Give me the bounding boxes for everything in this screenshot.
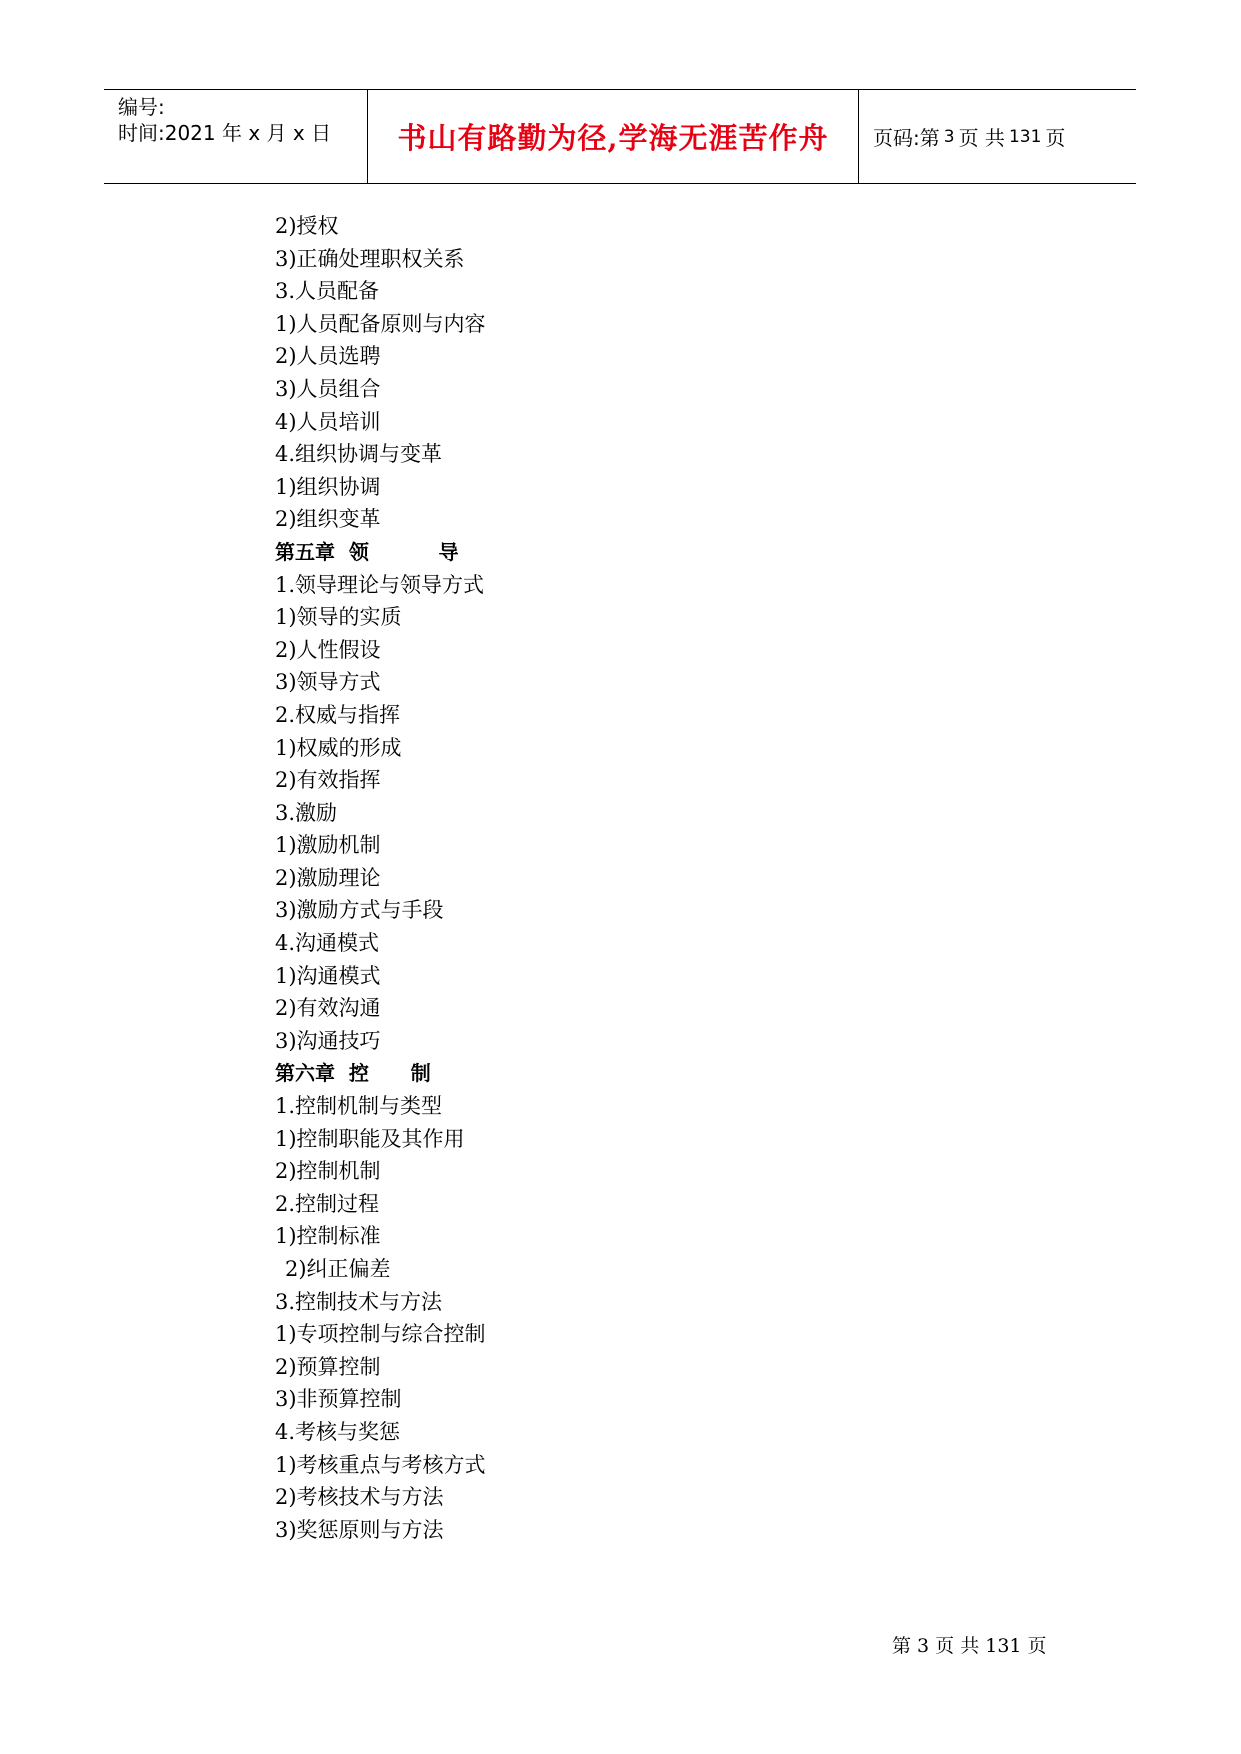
outline-item: 2.控制过程	[275, 1191, 380, 1216]
outline-item: 3.激励	[275, 800, 338, 825]
outline-item: 2)组织变革	[275, 507, 381, 532]
outline-item: 1)激励机制	[275, 833, 381, 858]
outline-item: 3.人员配备	[275, 279, 380, 304]
outline-item: 1)领导的实质	[275, 605, 402, 630]
page-header	[104, 89, 1136, 184]
outline-item: 2)人员选聘	[275, 344, 381, 369]
outline-item: 1)权威的形成	[275, 735, 402, 760]
outline-item: 4.考核与奖惩	[275, 1419, 401, 1444]
outline-item: 1)沟通模式	[275, 963, 381, 988]
outline-item: 2)激励理论	[275, 865, 381, 890]
page-suffix: 页	[1045, 126, 1066, 150]
outline-item: 1)控制标准	[275, 1224, 381, 1249]
outline-item: 3)奖惩原则与方法	[275, 1517, 444, 1542]
outline-item: 1)组织协调	[275, 474, 381, 499]
outline-item: 1.控制机制与类型	[275, 1094, 443, 1119]
outline-item: 2.权威与指挥	[275, 702, 401, 727]
outline-item: 2)人性假设	[275, 637, 381, 662]
outline-item: 3)人员组合	[275, 376, 381, 401]
outline-item: 3)正确处理职权关系	[275, 246, 465, 271]
outline-item: 2)有效沟通	[275, 996, 381, 1021]
outline-item: 3.控制技术与方法	[275, 1289, 443, 1314]
id-label: 编号:	[118, 95, 165, 119]
motto-text: 书山有路勤为径,学海无涯苦作舟	[397, 121, 829, 155]
page-number: 3	[943, 126, 955, 147]
chapter-heading: 第五章 领 导	[275, 539, 459, 564]
outline-item: 1)考核重点与考核方式	[275, 1452, 486, 1477]
page-number-cell	[859, 90, 1136, 183]
outline-item: 3)沟通技巧	[275, 1028, 381, 1053]
outline-item: 3)激励方式与手段	[275, 898, 444, 923]
outline-item: 2)授权	[275, 214, 339, 238]
outline-item: 2)控制机制	[275, 1159, 381, 1184]
page-prefix: 页码:第	[873, 126, 940, 150]
outline-item: 3)非预算控制	[275, 1387, 402, 1412]
outline-item: 4.沟通模式	[275, 931, 380, 956]
outline-item: 1)人员配备原则与内容	[275, 311, 486, 336]
outline-item: 2)预算控制	[275, 1354, 381, 1379]
outline-item: 2)有效指挥	[275, 768, 381, 793]
outline-item: 1)专项控制与综合控制	[275, 1322, 486, 1347]
outline-item: 2)考核技术与方法	[275, 1485, 444, 1510]
outline-item: 1.领导理论与领导方式	[275, 572, 485, 597]
outline-item: 2)纠正偏差	[285, 1257, 391, 1281]
chapter-heading: 第六章 控 制	[275, 1061, 431, 1086]
motto-cell	[368, 90, 859, 183]
page-footer: 第 3 页 共 131 页	[892, 1635, 1047, 1657]
outline-item: 3)领导方式	[275, 670, 381, 695]
page-total: 131	[1008, 126, 1042, 147]
outline-content	[275, 210, 975, 1546]
header-left-cell	[104, 90, 368, 183]
outline-item: 4)人员培训	[275, 409, 381, 434]
outline-item: 1)控制职能及其作用	[275, 1126, 465, 1151]
time-label: 时间:2021 年 x 月 x 日	[118, 121, 332, 145]
page-mid: 页 共	[958, 126, 1005, 150]
outline-item: 4.组织协调与变革	[275, 442, 443, 467]
